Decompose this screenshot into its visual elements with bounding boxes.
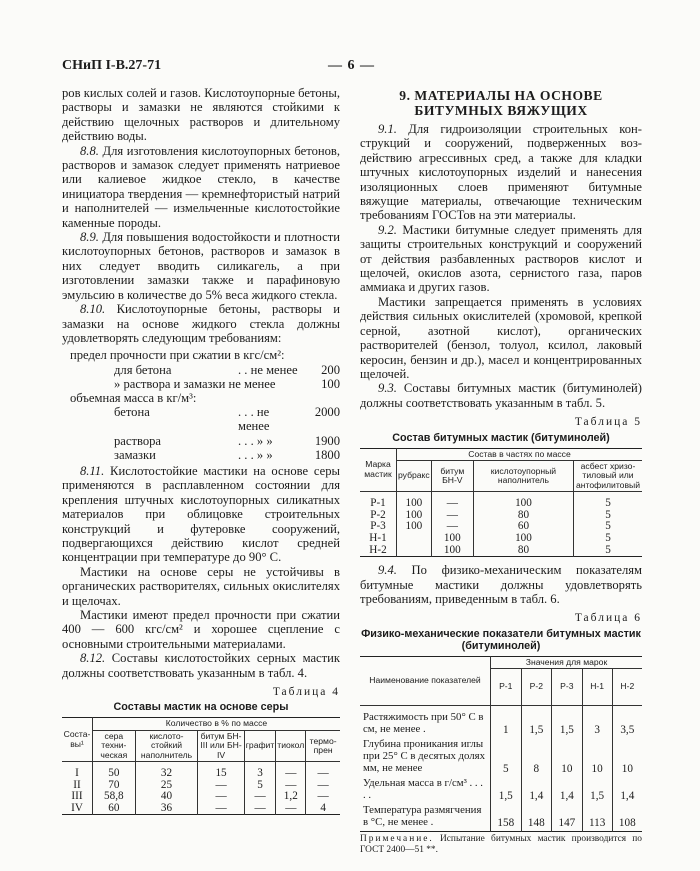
table-cell: 60 <box>93 803 136 815</box>
clause-number: 8.11. <box>80 463 105 478</box>
table-header-cell: рубракс <box>397 460 432 491</box>
clause-8-12 <box>62 651 340 680</box>
clause-8-11 <box>62 464 340 565</box>
table-row <box>360 776 642 803</box>
table-cell: Н-2 <box>360 545 397 557</box>
table-cell: 70 <box>93 780 136 792</box>
table-row <box>360 737 642 776</box>
table-header-cell: Наименование показателей <box>360 656 491 705</box>
clause-number: 8.9. <box>80 230 99 245</box>
table-row <box>62 762 340 780</box>
table-cell: 5 <box>574 492 643 510</box>
table-header-cell: кислотоупорный наполнитель <box>473 460 573 491</box>
table-header-cell: Н-2 <box>612 669 642 706</box>
table-cell: 1,5 <box>521 706 552 738</box>
table-cell: II <box>62 780 93 792</box>
table-header-cell: битум БН-III или БН-IV <box>198 730 244 761</box>
table-cell: 148 <box>521 803 552 831</box>
clause-number: 9.3. <box>378 381 397 396</box>
table-cell: Удельная масса в г/см³ . . . . . <box>360 776 491 803</box>
table-cell: Н-1 <box>360 533 397 545</box>
table-cell: Р-1 <box>360 492 397 510</box>
table-cell: 58,8 <box>93 791 136 803</box>
clause-text: Составы кислотостойких серных мастик должны соответствовать указанным в табл. 4. <box>62 651 340 680</box>
table-row <box>62 803 340 815</box>
spec-condition: . . . не менее <box>238 405 270 434</box>
table-cell: 1 <box>491 706 522 738</box>
clause-8-9 <box>62 230 340 302</box>
clause-text: Мастики битумные следует применять для защиты строительных конструкций и сооружений от действия разбавленных растворов кислот и щелочей, окислов азота, сернистого газа, паров аммиака и других газов. <box>360 222 642 295</box>
clause-text: Для изготовления кислотоупорных бетонов, растворов и замазок следует применять натриевое или калиевое жидкое стекло, в качестве инициатора твердения — кремнефтористый натрий и наполнителей — измельченные кислотостойкие каменные породы. <box>62 143 340 230</box>
table-cell: 10 <box>552 737 583 776</box>
spec-value: 100 <box>321 376 340 391</box>
table-group-header: Состав в частях по массе <box>397 448 643 460</box>
paragraph: Мастики запрещается применять в условиях действия сильных окислителей (хромовой, крепкой серной, азотной кислот), органических растворителей (бензол, толуол, ксилол, лаковый керосин, бензин и др.), масел и концентрированных щелочей. <box>360 294 642 381</box>
table-group-header: Количество в % по массе <box>93 718 341 730</box>
table-6-title: Физико-механические показатели битумных мастик (битуминолей) <box>361 627 641 652</box>
table-cell: 32 <box>135 762 198 780</box>
table-cell: 3,5 <box>612 706 642 738</box>
table-row <box>360 533 642 545</box>
table-cell: 100 <box>397 492 432 510</box>
table-header-cell: битум БН-V <box>431 460 473 491</box>
spec-item: » раствора и замазки не менее <box>114 376 276 391</box>
table-cell: Р-2 <box>360 510 397 522</box>
clause-text: Для гидроизоляции строительных конструкций и сооружений, подверженных воздействию агрессивных сред, а также для кладки штучных кислотоупорных изделий и нанесения изоляционных слоев применяют битумные вяжущие материалы, отвечающие техническим требованиям ГОСТов на эти материалы. <box>360 122 642 223</box>
table-header-cell: Р-2 <box>521 669 552 706</box>
clause-9-3 <box>360 381 642 410</box>
spec-item: раствора <box>114 433 162 448</box>
table-4-label: Таблица 4 <box>272 686 340 699</box>
table-row <box>62 791 340 803</box>
spec-row <box>70 377 340 391</box>
clause-text: По физико-механическим показателям битумные мастики должны удовлетворять требованиям, приведенным в табл. 6. <box>360 563 642 606</box>
table-cell: 5 <box>491 737 522 776</box>
table-cell: — <box>198 803 244 815</box>
table-cell: — <box>244 791 276 803</box>
table-header-cell: кислотостойкий наполнитель <box>135 730 198 761</box>
table-header-cell: асбест хризотиловый или антофилитовый <box>574 460 643 491</box>
clause-9-2 <box>360 223 642 295</box>
clause-9-4 <box>360 563 642 606</box>
table-group-header: Значения для марок <box>491 656 643 668</box>
table-cell: 36 <box>135 803 198 815</box>
table-cell: 10 <box>612 737 642 776</box>
table-cell: 113 <box>582 803 612 831</box>
table-cell: — <box>198 791 244 803</box>
table-cell: Р-3 <box>360 521 397 533</box>
spec-item: для бетона <box>114 362 172 377</box>
clause-number: 8.10. <box>80 302 106 317</box>
table-4-title: Составы мастик на основе серы <box>113 701 289 714</box>
spec-condition: . . . » » <box>238 447 273 462</box>
clause-number: 9.2. <box>378 222 397 237</box>
table-cell: — <box>276 762 306 780</box>
section-title: 9. МАТЕРИАЛЫ НА ОСНОВЕ БИТУМНЫХ ВЯЖУЩИХ <box>399 88 603 118</box>
table-cell: 5 <box>574 545 643 557</box>
table-cell: — <box>431 521 473 533</box>
paragraph: Мастики на основе серы не устойчивы в органических растворителях, сильных окислителях и щелочах. <box>62 564 340 608</box>
spec-row <box>70 405 340 433</box>
requirements-list <box>70 348 340 462</box>
spec-condition: . . . » » <box>238 433 273 448</box>
table-cell: 100 <box>431 545 473 557</box>
clause-number: 9.1. <box>378 122 397 136</box>
table-cell: 10 <box>582 737 612 776</box>
table-4 <box>62 717 340 815</box>
note-label: Примечание. <box>360 833 434 844</box>
table-4-body <box>62 762 340 815</box>
table-header-cell: графит <box>244 730 276 761</box>
table-cell: 4 <box>306 803 340 815</box>
clause-text: Для повышения водостойкости и плотности кислотоупорных бетонов, растворов и замазок в них следует вводить силикагель, а при изготовлении замазки также и парафиновую эмульсию в количестве до 5% веса жидкого стекла. <box>62 230 340 302</box>
paragraph: Мастики имеют предел прочности при сжатии 400 — 600 кгс/см² и хорошее сцепление с основными строительными материалами. <box>62 608 340 651</box>
table-cell: 1,4 <box>552 776 583 803</box>
table-header-cell: Р-3 <box>552 669 583 706</box>
left-column <box>62 86 340 815</box>
page-number: — 6 — <box>328 58 375 73</box>
table-cell: 40 <box>135 791 198 803</box>
table-cell: 5 <box>574 510 643 522</box>
table-cell: 158 <box>491 803 522 831</box>
table-header-cell: термопрен <box>306 730 340 761</box>
spec-value: 2000 <box>314 405 340 420</box>
table-cell: 100 <box>473 492 573 510</box>
spec-row <box>70 448 340 462</box>
table-cell <box>397 533 432 545</box>
table-cell: — <box>306 762 340 780</box>
table-cell: 1,4 <box>612 776 642 803</box>
clause-number: 8.12. <box>80 651 106 666</box>
table-row <box>360 510 642 522</box>
spec-condition: . . не менее <box>238 362 298 377</box>
spec-value: 1800 <box>314 447 340 462</box>
table-header-cell: сера техническая <box>93 730 136 761</box>
document-code: СНиП I-В.27-71 <box>62 58 162 73</box>
clause-text: Кислотостойкие мастики на основе серы применяются в расплавленном состоянии для крепления штучных кислотоупорных силикатных материалов при облицовке строительных конструкций и футеровке сооружений, подвергающихся действию кислот средней концентрации при температуре до 90° С. <box>62 463 340 565</box>
table-row <box>360 803 642 831</box>
table-cell: — <box>306 780 340 792</box>
clause-8-10 <box>62 302 340 345</box>
table-cell: 3 <box>244 762 276 780</box>
table-cell: IV <box>62 803 93 815</box>
table-cell: — <box>198 780 244 792</box>
note-text: Испытание битумных мастик производится по ГОСТ 2400—51 **. <box>360 833 642 855</box>
table-cell: 1,4 <box>521 776 552 803</box>
table-cell: III <box>62 791 93 803</box>
table-header-cell: Н-1 <box>582 669 612 706</box>
table-5-body <box>360 492 642 557</box>
table-row <box>360 545 642 557</box>
table-6-note <box>360 834 642 856</box>
clause-8-8 <box>62 144 340 230</box>
table-6-label: Таблица 6 <box>574 612 642 625</box>
table-5 <box>360 448 642 558</box>
spec-item: замазки <box>114 447 156 462</box>
table-cell: I <box>62 762 93 780</box>
clause-number: 8.8. <box>80 143 99 158</box>
table-header-cell: Р-1 <box>491 669 522 706</box>
table-cell: — <box>431 492 473 510</box>
table-cell: — <box>306 791 340 803</box>
table-cell: 5 <box>574 533 643 545</box>
table-header-cell: тиокол <box>276 730 306 761</box>
table-row <box>360 492 642 510</box>
table-cell: 1,5 <box>491 776 522 803</box>
table-6 <box>360 656 642 832</box>
table-cell: — <box>276 803 306 815</box>
density-label: объемная масса в кг/м³: <box>70 390 197 405</box>
page-header <box>0 58 700 80</box>
table-header-cell: Составы¹ <box>62 718 93 762</box>
table-cell: 8 <box>521 737 552 776</box>
table-cell: 60 <box>473 521 573 533</box>
strength-label: предел прочности при сжатии в кгс/см²: <box>70 348 285 363</box>
table-cell: 25 <box>135 780 198 792</box>
table-cell: 1,5 <box>582 776 612 803</box>
table-cell <box>397 545 432 557</box>
clause-text: Кислотоупорные бетоны, растворы и замазки на основе жидкого стекла должны удовлетворять следующим требованиям: <box>62 302 340 345</box>
table-cell: 100 <box>397 521 432 533</box>
table-5-title: Состав битумных мастик (битуминолей) <box>392 431 610 444</box>
spec-row <box>70 363 340 377</box>
table-cell: 108 <box>612 803 642 831</box>
clause-number: 9.4. <box>378 563 397 578</box>
table-5-label: Таблица 5 <box>574 416 642 429</box>
table-row <box>360 521 642 533</box>
table-cell: 100 <box>431 533 473 545</box>
right-column <box>360 86 642 856</box>
spec-value: 200 <box>321 362 340 377</box>
table-cell: 1,5 <box>552 706 583 738</box>
table-cell: 100 <box>473 533 573 545</box>
table-cell: 80 <box>473 545 573 557</box>
table-cell: 5 <box>244 780 276 792</box>
table-cell: Температура размягчения в °С, не менее . <box>360 803 491 831</box>
table-cell: 5 <box>574 521 643 533</box>
spec-item: бетона <box>114 405 150 420</box>
table-cell: — <box>244 803 276 815</box>
table-cell: 3 <box>582 706 612 738</box>
table-cell: 15 <box>198 762 244 780</box>
table-cell: 50 <box>93 762 136 780</box>
table-cell: 80 <box>473 510 573 522</box>
table-cell: Растяжимость при 50° С в см, не менее . <box>360 706 491 738</box>
table-cell: Глубина проникания иглы при 25° С в десятых долях мм, не менее <box>360 737 491 776</box>
table-row <box>360 706 642 738</box>
spec-value: 1900 <box>314 433 340 448</box>
table-cell: 147 <box>552 803 583 831</box>
table-6-body <box>360 706 642 831</box>
table-cell: 100 <box>397 510 432 522</box>
paragraph: ров кислых солей и газов. Кислотоупорные бетоны, растворы и замазки не являются стойкими к действию щелочных растворов и длительному действию воды. <box>62 86 340 144</box>
clause-9-1 <box>360 122 642 223</box>
table-cell: — <box>431 510 473 522</box>
table-cell: 1,2 <box>276 791 306 803</box>
clause-text: Составы битумных мастик (битуминолей) должны соответствовать указанным в табл. 5. <box>360 381 642 410</box>
spec-row <box>70 434 340 448</box>
table-cell: — <box>276 780 306 792</box>
table-header-cell: Марка мастик <box>360 448 397 492</box>
